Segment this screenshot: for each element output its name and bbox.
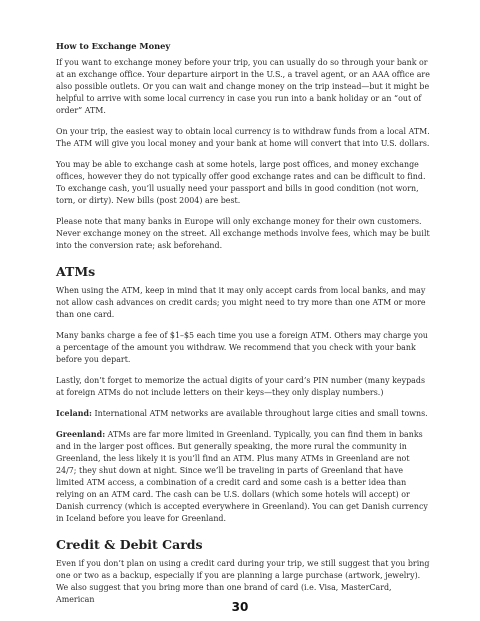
atms-paragraph-3: Lastly, don’t forget to memorize the actual digits of your card’s PIN number (many keypads at foreign ATMs do not include letters on their keys—they only display numbers.) — [56, 376, 426, 397]
greenland-paragraph — [56, 429, 432, 525]
iceland-text: International ATM networks are available throughout large cities and small towns. — [91, 409, 428, 418]
cards-heading: Credit & Debit Cards — [56, 537, 203, 552]
exchange-paragraph-2: On your trip, the easiest way to obtain local currency is to withdraw funds from a local ATM. The ATM will give you local money and your bank at home will convert that into U.S. dollars. — [56, 127, 430, 148]
atms-heading: ATMs — [56, 264, 96, 279]
atms-paragraph-2: Many banks charge a fee of $1–$5 each time you use a foreign ATM. Others may charge you a percentage of the amount you withdraw. We recommend that you check with your bank before you depart. — [56, 331, 428, 364]
greenland-lead: Greenland: — [56, 430, 106, 439]
cards-paragraph: Even if you don’t plan on using a credit card during your trip, we still suggest that you bring one or two as a backup, especially if you are planning a large purchase (artwork, jewelry). We also suggest that you bring more than one brand of card (i.e. Visa, MasterCard, American — [56, 559, 430, 604]
iceland-paragraph — [56, 408, 432, 420]
document-page — [56, 40, 432, 615]
iceland-lead: Iceland: — [56, 409, 92, 418]
exchange-heading: How to Exchange Money — [56, 41, 171, 51]
exchange-paragraph-1: If you want to exchange money before your trip, you can usually do so through your bank or at an exchange office. Your departure airport in the U.S., a travel agent, or an AAA office are also possible outlets. Or you can wait and change money on the trip instead—but it might be helpful to arrive with some local currency in case you run into a bank holiday or an “out of order” ATM. — [56, 58, 430, 115]
page-number: 30 — [231, 600, 249, 614]
atms-paragraph-1: When using the ATM, keep in mind that it may only accept cards from local banks, and may not allow cash advances on credit cards; you might need to try more than one ATM or more than one card. — [56, 286, 426, 319]
exchange-paragraph-3: You may be able to exchange cash at some hotels, large post offices, and money exchange offices, however they do not typically offer good exchange rates and can be difficult to find. To exchange cash, you’ll usually need your passport and bills in good condition (not worn, torn, or dirty). New bills (post 2004) are best. — [56, 160, 426, 205]
exchange-paragraph-4: Please note that many banks in Europe will only exchange money for their own customers. Never exchange money on the street. All exchange methods involve fees, which may be built into the conversion rate; ask beforehand. — [56, 217, 430, 250]
greenland-text: ATMs are far more limited in Greenland. Typically, you can find them in banks and in the larger post offices. But generally speaking, the more rural the community in Greenland, the less likely it is you’ll find an ATM. Plus many ATMs in Greenland are not 24/7; they shut down at night. Since we’ll be traveling in parts of Greenland that have limited ATM access, a combination of a credit card and some cash is a better idea than relying on an ATM card. The cash can be U.S. dollars (which some hotels will accept) or Danish currency (which is accepted everywhere in Greenland). You can get Danish currency in Iceland before you leave for Greenland. — [56, 430, 428, 523]
